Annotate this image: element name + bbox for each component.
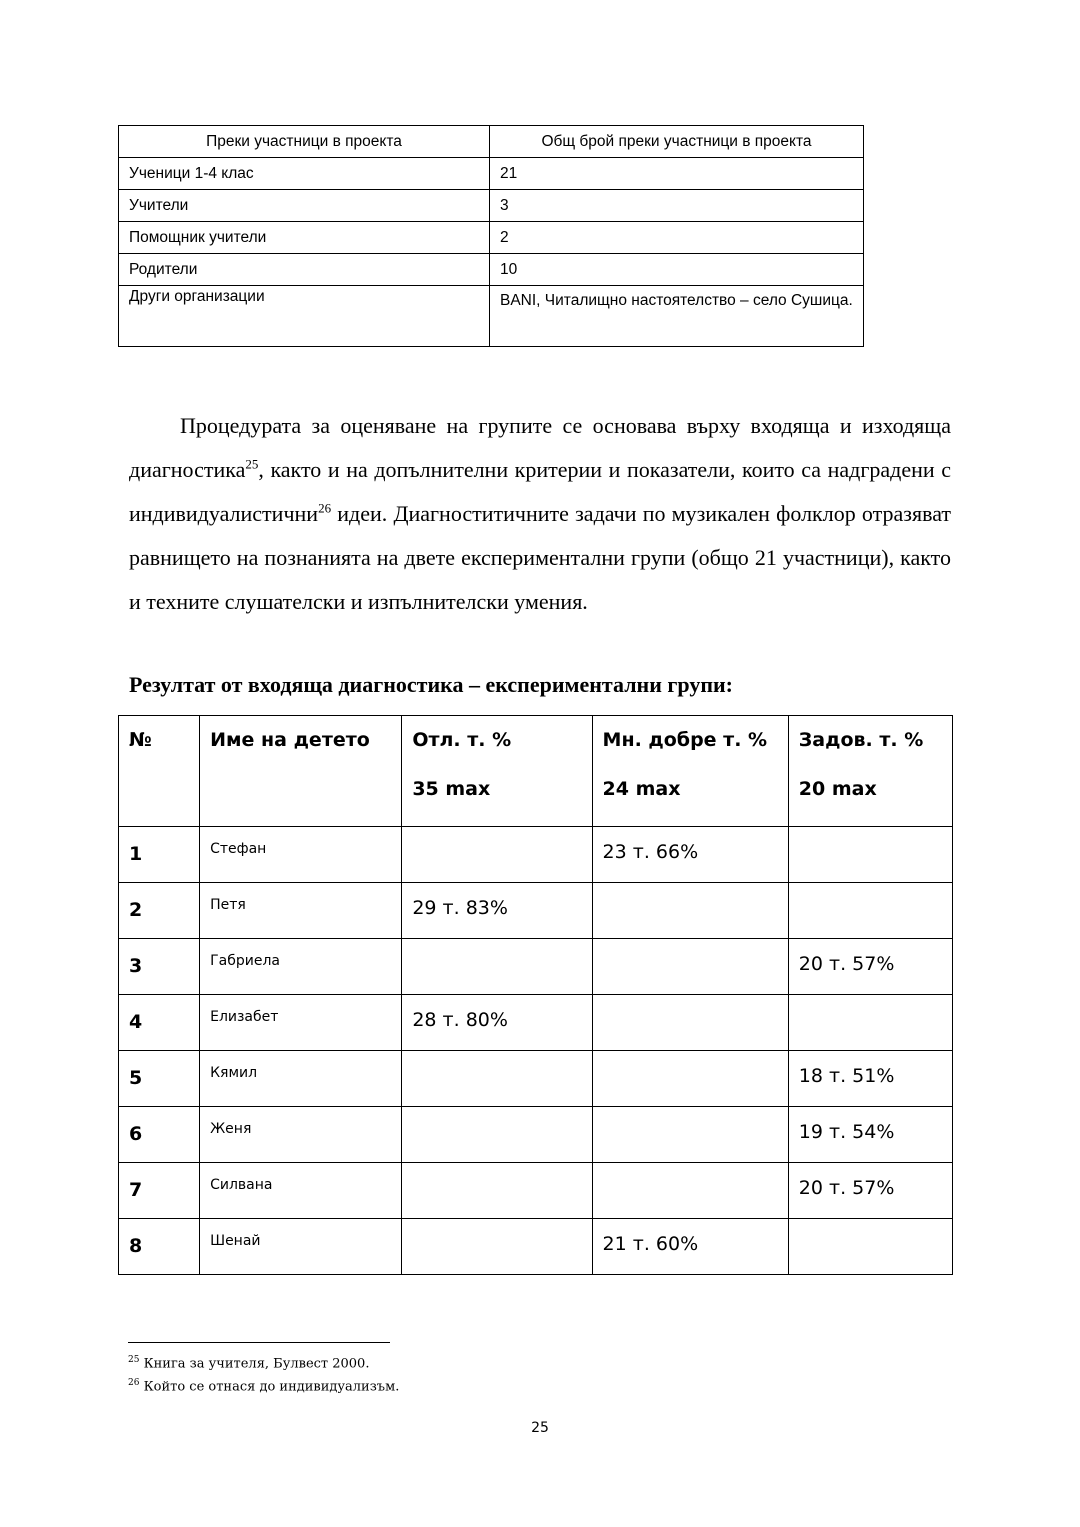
body-paragraph	[129, 404, 951, 624]
excellent-score	[402, 939, 592, 995]
table-row	[119, 1219, 953, 1275]
header-cell	[119, 716, 200, 827]
header-label: Задов. т. %	[798, 729, 924, 751]
child-name: Петя	[200, 883, 402, 939]
header-label: Мн. добре т. %	[602, 729, 768, 751]
table-row	[119, 1163, 953, 1219]
table-row	[119, 254, 864, 286]
footnote-text: Книга за учителя, Булвест 2000.	[139, 1356, 370, 1372]
paragraph-text: , както и на допълнителни критерии и показатели, които са надградени с индивидуалистични	[129, 457, 951, 526]
satisfactory-score: 20 т. 57%	[788, 1163, 952, 1219]
table-cell: Ученици 1-4 клас	[119, 158, 490, 190]
header-max: 20 max	[798, 778, 877, 800]
row-number: 1	[119, 827, 200, 883]
header-cell	[402, 716, 592, 827]
satisfactory-score	[788, 995, 952, 1051]
child-name: Габриела	[200, 939, 402, 995]
excellent-score	[402, 827, 592, 883]
footnote-separator	[128, 1342, 390, 1343]
very-good-score	[592, 939, 788, 995]
child-name: Женя	[200, 1107, 402, 1163]
excellent-score	[402, 1051, 592, 1107]
table-row	[119, 1107, 953, 1163]
header-cell	[592, 716, 788, 827]
very-good-score	[592, 883, 788, 939]
table-cell: 3	[490, 190, 864, 222]
header-max: 35 max	[412, 778, 491, 800]
very-good-score: 21 т. 60%	[592, 1219, 788, 1275]
satisfactory-score	[788, 827, 952, 883]
table-row	[119, 995, 953, 1051]
table-header-row	[119, 126, 864, 158]
table-row	[119, 190, 864, 222]
participants-table	[118, 125, 864, 347]
table-header-row	[119, 716, 953, 827]
header-cell	[788, 716, 952, 827]
table-cell: Родители	[119, 254, 490, 286]
header-cell: Общ брой преки участници в проекта	[490, 126, 864, 158]
table-row	[119, 158, 864, 190]
paragraph-text: Процедурата за оценяване на групите се основава върху входяща и изходяща диагностика	[129, 413, 951, 482]
child-name: Кямил	[200, 1051, 402, 1107]
table-row	[119, 883, 953, 939]
paragraph-text: идеи. Диагноститичните задачи по музикален фолклор отразяват равнището на познанията на двете експериментални групи (общо 21 участници), както и техните слушателски и изпълнителски умения.	[129, 501, 951, 614]
child-name: Елизабет	[200, 995, 402, 1051]
satisfactory-score	[788, 883, 952, 939]
row-number: 6	[119, 1107, 200, 1163]
row-number: 2	[119, 883, 200, 939]
excellent-score: 28 т. 80%	[402, 995, 592, 1051]
row-number: 7	[119, 1163, 200, 1219]
header-cell	[200, 716, 402, 827]
header-cell: Преки участници в проекта	[119, 126, 490, 158]
header-label: №	[129, 729, 152, 751]
satisfactory-score: 20 т. 57%	[788, 939, 952, 995]
results-table	[118, 715, 953, 1275]
satisfactory-score: 19 т. 54%	[788, 1107, 952, 1163]
table-cell: Учители	[119, 190, 490, 222]
table-cell: BANI, Читалищно настоятелство – село Сушица.	[490, 286, 864, 347]
very-good-score: 23 т. 66%	[592, 827, 788, 883]
excellent-score: 29 т. 83%	[402, 883, 592, 939]
table-cell: 2	[490, 222, 864, 254]
satisfactory-score: 18 т. 51%	[788, 1051, 952, 1107]
child-name: Стефан	[200, 827, 402, 883]
footnote-number: 26	[128, 1378, 140, 1388]
section-heading: Резултат от входяща диагностика – експериментални групи:	[129, 672, 734, 697]
footnote-ref[interactable]: 25	[245, 456, 259, 472]
footnote-ref[interactable]: 26	[318, 500, 332, 516]
row-number: 8	[119, 1219, 200, 1275]
footnote-number: 25	[128, 1355, 140, 1365]
table-row	[119, 827, 953, 883]
table-row	[119, 286, 864, 347]
very-good-score	[592, 995, 788, 1051]
row-number: 5	[119, 1051, 200, 1107]
satisfactory-score	[788, 1219, 952, 1275]
table-row	[119, 939, 953, 995]
header-label: Име на детето	[210, 729, 370, 751]
excellent-score	[402, 1163, 592, 1219]
footnote-text: Който се отнася до индивидуализъм.	[139, 1379, 400, 1395]
very-good-score	[592, 1051, 788, 1107]
excellent-score	[402, 1107, 592, 1163]
row-number: 3	[119, 939, 200, 995]
header-max: 24 max	[602, 778, 681, 800]
row-number: 4	[119, 995, 200, 1051]
excellent-score	[402, 1219, 592, 1275]
table-cell: 21	[490, 158, 864, 190]
very-good-score	[592, 1107, 788, 1163]
page-number: 25	[531, 1420, 549, 1436]
very-good-score	[592, 1163, 788, 1219]
footnote	[128, 1355, 369, 1371]
table-cell: 10	[490, 254, 864, 286]
footnote	[128, 1378, 399, 1394]
table-cell: Други организации	[119, 286, 490, 347]
table-cell: Помощник учители	[119, 222, 490, 254]
table-row	[119, 1051, 953, 1107]
header-label: Отл. т. %	[412, 729, 512, 751]
child-name: Шенай	[200, 1219, 402, 1275]
table-row	[119, 222, 864, 254]
child-name: Силвана	[200, 1163, 402, 1219]
